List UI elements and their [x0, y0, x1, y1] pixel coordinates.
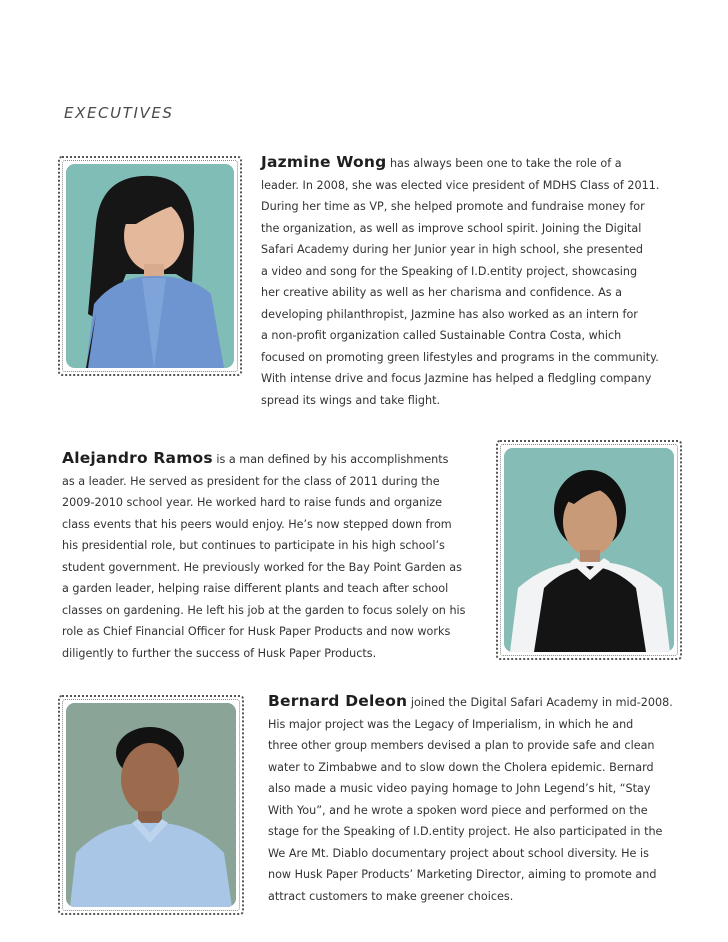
bio-line: a non-profit organization called Sustainable Contra Costa, which	[261, 329, 622, 342]
jazmine-photo	[66, 164, 234, 368]
bio-line: Safari Academy during her Junior year in high school, she presented	[261, 243, 643, 256]
bio-line: 2009-2010 school year. He worked hard to raise funds and organize	[62, 496, 443, 509]
bio-line: developing philanthropist, Jazmine has also worked as an intern for	[261, 307, 638, 321]
bio-line: We Are Mt. Diablo documentary project about school diversity. He is	[268, 846, 649, 860]
bio-line: stage for the Speaking of I.D.entity project. He also participated in the	[268, 825, 663, 838]
bio-line: diligently to further the success of Husk Paper Products.	[62, 646, 377, 660]
bio-line: is a man defined by his accomplishments	[212, 453, 449, 466]
bio-line: the organization, as well as improve school spirit. Joining the Digital	[261, 221, 642, 235]
bio-line: a video and song for the Speaking of I.D.entity project, showcasing	[261, 264, 638, 278]
bio-alejandro	[62, 448, 465, 664]
section-title: EXECUTIVES	[64, 104, 174, 122]
alejandro-photo	[504, 448, 674, 652]
photo-frame-jazmine	[58, 156, 242, 376]
bio-line: With intense drive and focus Jazmine has helped a fledgling company	[261, 372, 652, 385]
bio-line: now Husk Paper Products’ Marketing Director, aiming to promote and	[268, 868, 657, 881]
bio-line: student government. He previously worked for the Bay Point Garden as	[62, 560, 462, 574]
bio-bernard	[268, 691, 673, 907]
bio-line: role as Chief Financial Officer for Husk Paper Products and now works	[62, 625, 451, 638]
bio-line: water to Zimbabwe and to slow down the Cholera epidemic. Bernard	[268, 760, 654, 774]
bio-line: a garden leader, helping raise different plants and teach after school	[62, 582, 449, 595]
bio-line: class events that his peers would enjoy. He’s now stepped down from	[62, 517, 452, 531]
bio-line: classes on gardening. He left his job at the garden to focus solely on his	[62, 603, 466, 617]
bio-line: His major project was the Legacy of Imperialism, in which he and	[268, 717, 634, 731]
bio-line: also made a music video paying homage to John Legend’s hit, “Stay	[268, 782, 651, 795]
bio-line: During her time as VP, she helped promote and fundraise money for	[261, 200, 645, 213]
name-jazmine: Jazmine Wong	[261, 153, 387, 171]
bio-line: her creative ability as well as her charisma and confidence. As a	[261, 286, 622, 299]
photo-frame-bernard	[58, 695, 244, 915]
bio-line: joined the Digital Safari Academy in mid-2008.	[407, 696, 673, 709]
bio-line: focused on promoting green lifestyles and programs in the community.	[261, 350, 659, 364]
bio-line: With You”, and he wrote a spoken word piece and performed on the	[268, 803, 648, 817]
name-bernard: Bernard Deleon	[268, 692, 408, 710]
bio-line: his presidential role, but continues to participate in his high school’s	[62, 539, 445, 552]
bio-line: spread its wings and take flight.	[261, 393, 441, 407]
bio-line: leader. In 2008, she was elected vice president of MDHS Class of 2011.	[261, 178, 660, 192]
bio-jazmine	[261, 152, 659, 411]
bio-line: has always been one to take the role of a	[386, 157, 622, 170]
bio-line: as a leader. He served as president for the class of 2011 during the	[62, 474, 440, 488]
bio-line: attract customers to make greener choices.	[268, 889, 514, 903]
photo-frame-alejandro	[496, 440, 682, 660]
name-alejandro: Alejandro Ramos	[62, 449, 213, 467]
bernard-photo	[66, 703, 236, 907]
bio-line: three other group members devised a plan to provide safe and clean	[268, 739, 655, 752]
